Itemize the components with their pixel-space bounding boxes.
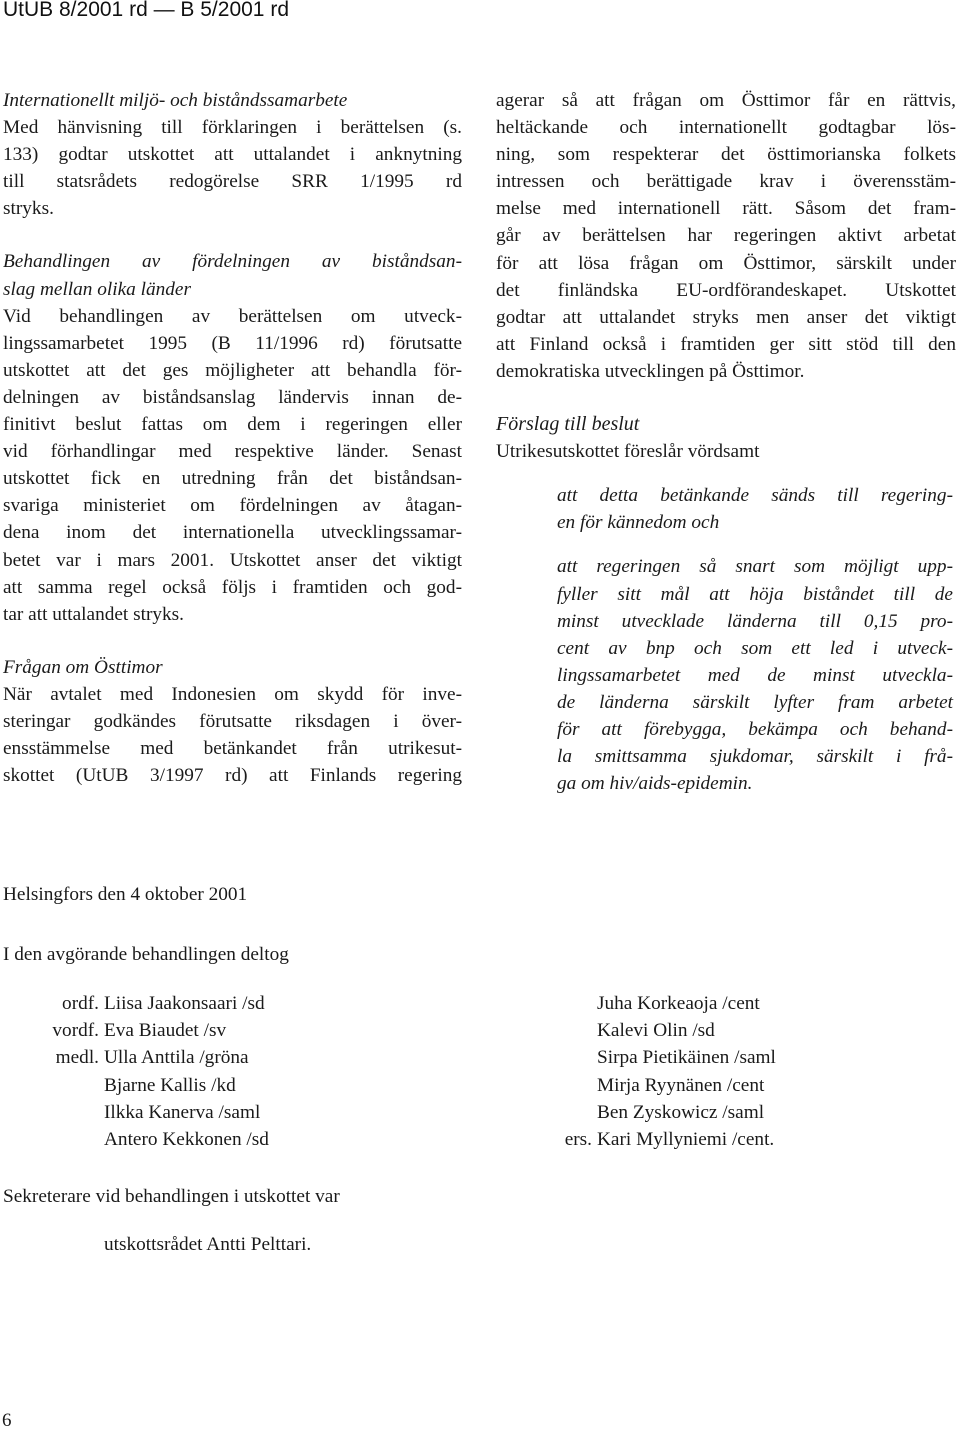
member-name: Liisa Jaakonsaari /sd — [104, 993, 265, 1014]
heading-line: Behandlingen av fördelningen av biståndsan- — [3, 251, 462, 273]
text-line: att detta betänkande sänds till regering- — [557, 485, 953, 507]
right-column — [496, 87, 956, 797]
member-row — [37, 990, 269, 1017]
paragraph-east-timor — [3, 681, 462, 789]
text-line: utskottet att det ges möjligheter att behandla för- — [3, 359, 462, 381]
left-column — [3, 87, 462, 789]
text-line: fyller sitt mål att höja biståndet till de — [557, 583, 953, 605]
member-row — [530, 1126, 776, 1153]
text-line: agerar så att frågan om Östtimor får en rättvis, — [496, 90, 956, 111]
text-line: de länderna särskilt lyfter fram arbetet — [557, 691, 953, 713]
members-list-right — [530, 990, 776, 1153]
text-line: dena inom det internationella utvecklingssamar- — [3, 522, 462, 544]
member-name: Kalevi Olin /sd — [597, 1020, 715, 1042]
text-line: godtar att uttalandet stryks men anser det viktigt — [496, 306, 956, 328]
paragraph-east-timor-continued — [496, 87, 956, 385]
page-number: 6 — [2, 1410, 12, 1431]
heading-line: slag mellan olika länder — [3, 278, 191, 300]
proposal-item — [557, 553, 953, 797]
proposal-item — [557, 482, 953, 536]
text-line: svariga ministeriet om fördelningen av åtagan- — [3, 495, 462, 517]
paragraph-environment-aid — [3, 114, 462, 222]
member-name: Eva Biaudet /sv — [104, 1020, 227, 1042]
text-line: ga om hiv/aids-epidemin. — [557, 773, 753, 795]
member-row — [530, 1072, 776, 1099]
text-line: för att förebygga, bekämpa och behand- — [557, 718, 953, 740]
member-row — [530, 990, 776, 1017]
text-line: delningen av biståndsanslag ländervis innan de- — [3, 386, 462, 408]
member-row — [530, 1099, 776, 1126]
text-line: ning, som respekterar det östtimorianska folkets — [496, 144, 956, 166]
member-name: Ben Zyskowicz /saml — [597, 1101, 765, 1123]
text-line: till statsrådets redogörelse SRR 1/1995 rd — [3, 171, 462, 193]
text-line: heltäckande och internationellt godtagbar lös- — [496, 117, 956, 139]
section-heading-environment-aid: Internationellt miljö- och biståndssamarbete — [3, 90, 348, 111]
member-row — [37, 1017, 269, 1044]
text-line: en för kännedom och — [557, 512, 720, 534]
secretary-label: Sekreterare vid behandlingen i utskottet var — [3, 1186, 340, 1207]
member-role: vordf. — [52, 1020, 99, 1042]
text-line: lingssamarbetet med de minst utveckla- — [557, 664, 953, 686]
running-header: UtUB 8/2001 rd — B 5/2001 rd — [3, 0, 289, 21]
text-line: la smittsamma sjukdomar, särskilt i frå- — [557, 746, 953, 768]
text-line: melse med internationell rätt. Såsom det fram- — [496, 198, 956, 220]
text-line: går av berättelsen har regeringen aktivt arbetat — [496, 225, 956, 247]
section-heading-aid-allocation — [3, 248, 462, 302]
secretary-name: utskottsrådet Antti Pelttari. — [104, 1234, 312, 1255]
member-name: Antero Kekkonen /sd — [104, 1128, 269, 1150]
text-line: för att lösa frågan om Östtimor, särskilt under — [496, 252, 956, 274]
members-list-left — [37, 990, 269, 1153]
member-name: Ilkka Kanerva /saml — [104, 1101, 261, 1123]
place-date: Helsingfors den 4 oktober 2001 — [3, 884, 248, 905]
text-line: att Finland också i framtiden ger sitt stöd till den — [496, 333, 956, 355]
proposal-list — [557, 482, 953, 797]
text-line: cent av bnp och som ett led i utveck- — [557, 637, 953, 659]
text-line: minst utvecklade länderna till 0,15 pro- — [557, 610, 953, 632]
member-name: Bjarne Kallis /kd — [104, 1074, 236, 1096]
member-row — [37, 1126, 269, 1153]
member-name: Ulla Anttila /gröna — [104, 1047, 249, 1069]
text-line: stryks. — [3, 198, 54, 220]
section-heading-east-timor: Frågan om Östtimor — [3, 656, 163, 678]
text-line: finitivt beslut fattas om dem i regeringen eller — [3, 414, 462, 436]
member-name: Kari Myllyniemi /cent. — [597, 1128, 775, 1150]
text-line: vid förhandlingar med respektive länder. Senast — [3, 441, 462, 463]
text-line: tar att uttalandet stryks. — [3, 603, 184, 625]
text-line: Med hänvisning till förklaringen i berättelsen (s. — [3, 117, 462, 139]
proposal-intro: Utrikesutskottet föreslår vördsamt — [496, 441, 760, 463]
text-line: utskottet fick en utredning från det biståndsan- — [3, 468, 462, 490]
member-role: ordf. — [62, 993, 99, 1014]
member-name: Juha Korkeaoja /cent — [597, 993, 760, 1014]
text-line: betet var i mars 2001. Utskottet anser det viktigt — [3, 549, 462, 571]
member-row — [37, 1099, 269, 1126]
member-name: Sirpa Pietikäinen /saml — [597, 1047, 776, 1069]
paragraph-aid-allocation — [3, 303, 462, 628]
member-name: Mirja Ryynänen /cent — [597, 1074, 765, 1096]
text-line: det finländska EU-ordförandeskapet. Utskottet — [496, 279, 956, 301]
text-line: att samma regel också följs i framtiden och god- — [3, 576, 462, 598]
proposal-heading: Förslag till beslut — [496, 413, 640, 436]
text-line: 133) godtar utskottet att uttalandet i anknytning — [3, 144, 462, 166]
text-line: lingssamarbetet 1995 (B 11/1996 rd) förutsatte — [3, 332, 462, 354]
member-row — [530, 1044, 776, 1071]
member-role: medl. — [55, 1047, 99, 1069]
member-role: ers. — [564, 1128, 592, 1150]
text-line: När avtalet med Indonesien om skydd för inve- — [3, 683, 462, 705]
text-line: demokratiska utvecklingen på Östtimor. — [496, 360, 805, 382]
text-line: intressen och berättigade krav i överensstäm- — [496, 171, 956, 193]
member-row — [37, 1044, 269, 1071]
text-line: att regeringen så snart som möjligt upp- — [557, 556, 953, 578]
member-row — [37, 1072, 269, 1099]
text-line: skottet (UtUB 3/1997 rd) att Finlands regering — [3, 765, 462, 787]
member-row — [530, 1017, 776, 1044]
text-line: ensstämmelse med betänkandet från utrikesut- — [3, 738, 462, 760]
text-line: steringar godkändes förutsatte riksdagen i över- — [3, 710, 462, 732]
participants-label: I den avgörande behandlingen deltog — [3, 944, 289, 965]
text-line: Vid behandlingen av berättelsen om utveck- — [3, 305, 462, 327]
